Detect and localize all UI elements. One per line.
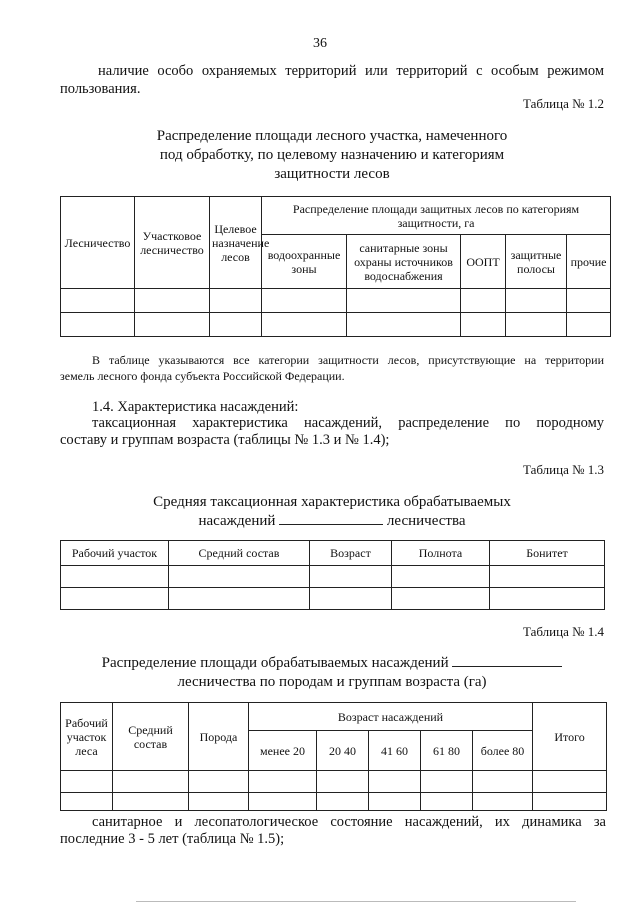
col-density: Полнота [392,541,490,566]
intro-line-2: пользования. [60,81,141,97]
col-total: Итого [533,703,607,771]
scan-edge-divider [136,901,576,902]
col-age-61-80: 61 80 [421,731,473,771]
table-row [61,566,605,588]
col-age-41-60: 41 60 [369,731,421,771]
table-1-2-title: Распределение площади лесного участка, намеченного под обработку, по целевому назначению и категориям защитности лесов [156,128,508,182]
col-avg-composition: Средний состав [113,703,189,771]
col-avg-composition: Средний состав [169,541,310,566]
col-purpose: Целевое назначение лесов [210,197,262,289]
page-number: 36 [313,36,327,51]
table-1-2 [60,196,611,337]
col-age-20-40: 20 40 [317,731,369,771]
table-row [61,289,611,313]
section-1-4-heading: 1.4. Характеристика насаждений: [92,399,299,415]
table-1-3 [60,540,605,610]
closing-line-2: последние 3 - 5 лет (таблица № 1.5); [60,831,285,847]
table-row [61,793,607,811]
section-1-4-line-2: составу и группам возраста (таблицы № 1.3 и № 1.4); [60,432,390,448]
col-forestry: Лесничество [61,197,135,289]
table-1-3-label: Таблица № 1.3 [522,462,604,477]
table-row [61,771,607,793]
col-age-under-20: менее 20 [249,731,317,771]
table-1-2-note-2: земель лесного фонда субъекта Российской Федерации. [60,369,345,383]
table-1-2-note-1: В таблице указываются все категории защитности лесов, присутствующие на территории [92,353,604,367]
col-distribution: Распределение площади защитных лесов по категориям защитности, га [262,197,611,235]
col-work-plot: Рабочий участок [61,541,169,566]
col-water-zones: водоохранные зоны [262,235,347,289]
col-age-over-80: более 80 [473,731,533,771]
table-1-2-label: Таблица № 1.2 [522,96,604,111]
col-protective-strips: защитные полосы [506,235,567,289]
col-other: прочие [567,235,611,289]
col-oopt: ООПТ [461,235,506,289]
col-species: Порода [189,703,249,771]
col-sanitary-zones: санитарные зоны охраны источников водоснабжения [347,235,461,289]
table-row [61,313,611,337]
col-age: Возраст [310,541,392,566]
table-1-4-title: Распределение площади обрабатываемых насаждений лесничества по породам и группам возраста (га) [60,654,604,692]
col-stand-age: Возраст насаждений [249,703,533,731]
intro-line-1: наличие особо охраняемых территорий или территорий с особым режимом [98,63,604,79]
table-row [61,588,605,610]
table-1-4-label: Таблица № 1.4 [522,624,604,639]
table-1-4 [60,702,607,811]
table-1-3-title: Средняя таксационная характеристика обрабатываемых насаждений лесничества [153,494,511,529]
col-work-plot-forest: Рабочий участок леса [61,703,113,771]
section-1-4-line-1: таксационная характеристика насаждений, распределение по породному [92,415,604,431]
closing-line-1: санитарное и лесопатологическое состояние насаждений, их динамика за [92,814,606,830]
col-site-class: Бонитет [490,541,605,566]
col-district-forestry: Участковое лесничество [135,197,210,289]
